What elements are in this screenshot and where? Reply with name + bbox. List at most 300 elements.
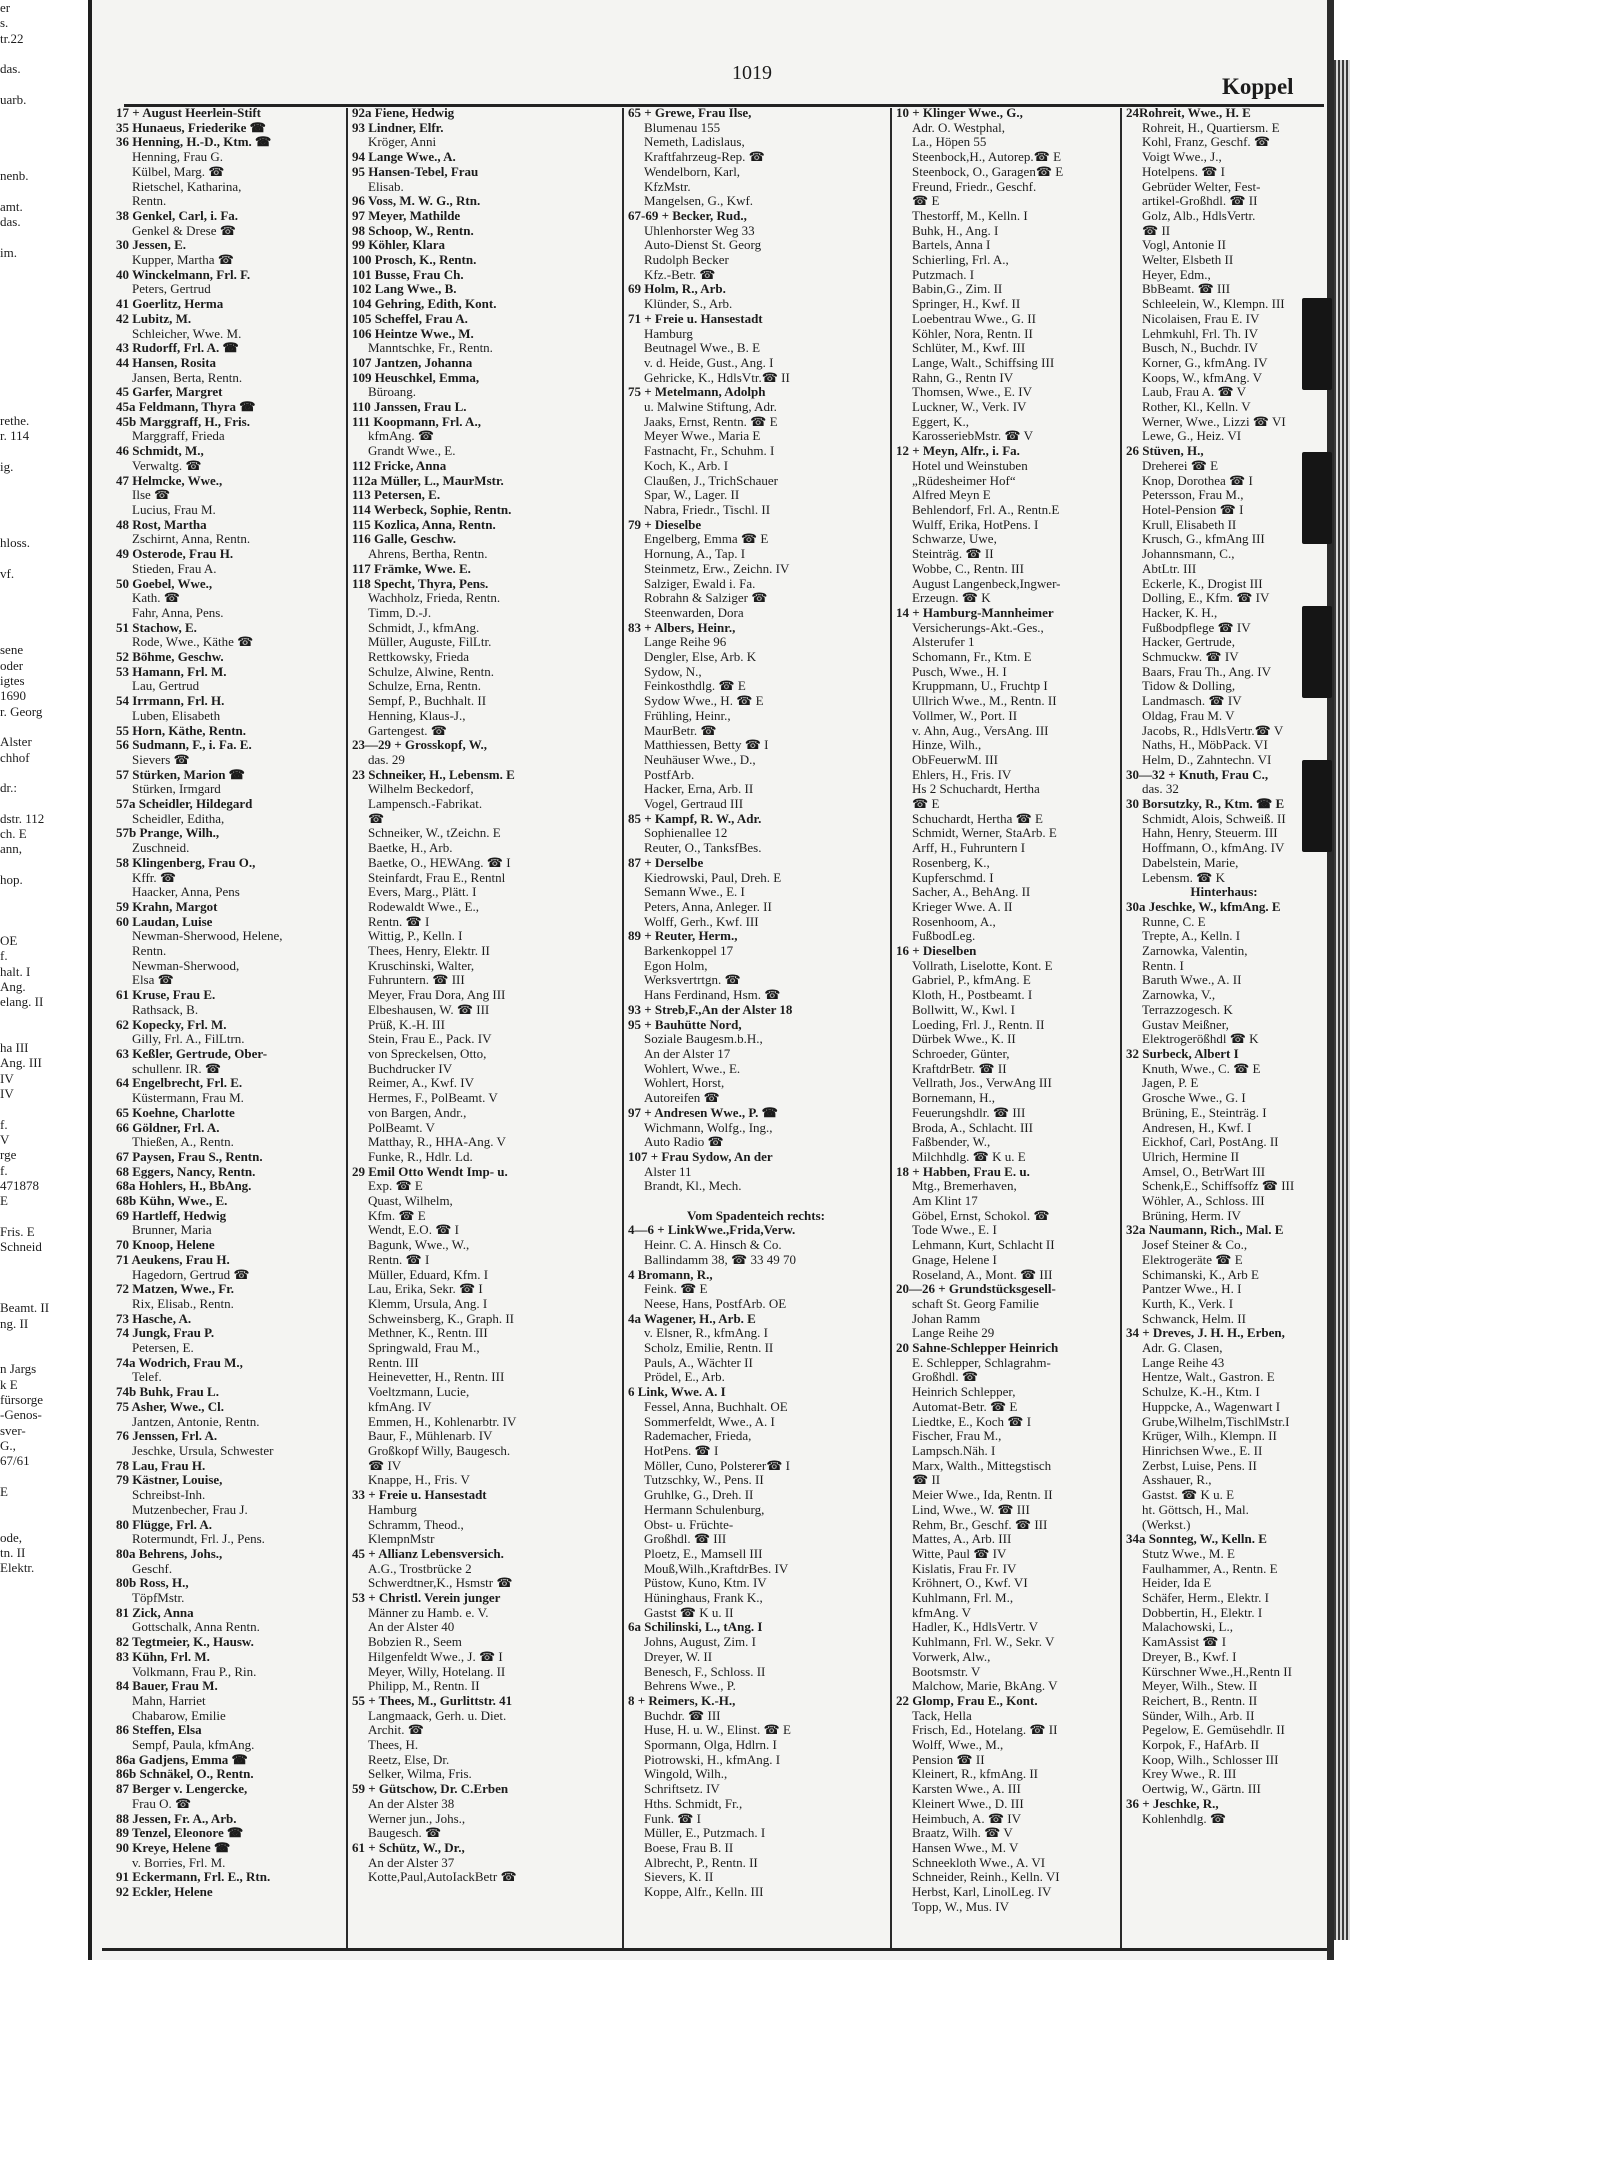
directory-entry-line: Pegelow, E. Gemüsehdlr. II <box>1142 1723 1285 1738</box>
directory-entry-line: 38 Genkel, Carl, i. Fa. <box>116 208 239 223</box>
directory-entry-line: Jagen, P. E <box>1142 1076 1199 1091</box>
directory-entry-line: Grosche Wwe., G. I <box>1142 1091 1246 1106</box>
directory-entry-line: Jansen, Berta, Rentn. <box>132 370 243 385</box>
directory-entry-line: Gustav Meißner, <box>1142 1017 1229 1032</box>
directory-entry-line: Wilhelm Beckedorf, <box>368 782 474 797</box>
directory-entry-line: Jaaks, Ernst, Rentn. ☎ E <box>644 414 778 429</box>
adjacent-page-strip <box>0 0 88 1960</box>
directory-entry-line: 48 Rost, Martha <box>116 517 207 532</box>
strip-line <box>0 765 88 780</box>
directory-entry-line: 4 Bromann, R., <box>628 1267 713 1282</box>
strip-line: Fris. E <box>0 1223 35 1239</box>
directory-entry-line: „Rüdesheimer Hof“ <box>912 473 1016 488</box>
directory-entry-line: Uhlenhorster Weg 33 <box>644 223 755 238</box>
directory-entry-line: Hinze, Wilh., <box>912 738 982 753</box>
directory-entry-line: Spar, W., Lager. II <box>644 488 740 503</box>
directory-entry-line: Johannsmann, C., <box>1142 547 1235 562</box>
directory-entry-line: 30—32 + Knuth, Frau C., <box>1126 767 1269 782</box>
directory-entry-line: Huppcke, A., Wagenwart I <box>1142 1399 1281 1414</box>
directory-entry-line: 41 Goerlitz, Herma <box>116 297 224 312</box>
directory-entry-line: Benesch, F., Schloss. II <box>644 1664 766 1679</box>
directory-entry-line: An der Alster 40 <box>368 1620 455 1635</box>
directory-entry-line: Hoffmann, O., kfmAng. IV <box>1142 841 1285 856</box>
directory-entry-line: ObFeuerwM. III <box>912 752 998 767</box>
directory-entry-line: Reimer, A., Kwf. IV <box>368 1076 474 1091</box>
strip-line: k E <box>0 1376 18 1392</box>
directory-entry-line: Soziale Baugesm.b.H., <box>644 1032 763 1047</box>
directory-entry-line: Dobbertin, H., Elektr. I <box>1142 1605 1263 1620</box>
directory-entry-line: Heider, Ida E <box>1142 1576 1212 1591</box>
directory-entry-line: Klünder, S., Arb. <box>644 297 733 312</box>
directory-entry-line: Vollrath, Liselotte, Kont. E <box>912 958 1053 973</box>
strip-line <box>0 76 88 91</box>
directory-entry-line: Hacker, Erna, Arb. II <box>644 782 754 797</box>
directory-entry-line: Hilgenfeldt Wwe., J. ☎ I <box>368 1649 503 1664</box>
directory-entry-line: Meier Wwe., Ida, Rentn. II <box>912 1488 1053 1503</box>
strip-line: Ang. III <box>0 1055 42 1071</box>
thumb-index-mark <box>1302 452 1332 544</box>
directory-entry-line: Bobzien R., Seem <box>368 1635 462 1650</box>
directory-entry-line: Lampsch.Näh. I <box>912 1443 996 1458</box>
directory-entry-line: Sünder, Wilh., Arb. II <box>1142 1708 1255 1723</box>
strip-line: IV <box>0 1086 14 1102</box>
directory-entry-line: Baars, Frau Th., Ang. IV <box>1142 664 1272 679</box>
directory-entry-line: Dabelstein, Marie, <box>1142 855 1239 870</box>
directory-entry-line: Luben, Elisabeth <box>132 708 221 723</box>
directory-entry-line: Ulrich, Hermine II <box>1142 1149 1240 1164</box>
directory-entry-line: Elisab. <box>368 179 404 194</box>
directory-entry-line: Hamburg <box>644 326 693 341</box>
directory-entry-line: Steinmetz, Erw., Zeichn. IV <box>644 561 790 576</box>
directory-entry-line: Rademacher, Frieda, <box>644 1429 752 1444</box>
directory-entry-line: 87 Berger v. Lengercke, <box>116 1782 248 1797</box>
directory-entry-line: 67 Paysen, Frau S., Rentn. <box>116 1149 263 1164</box>
directory-entry-line: Eggert, K., <box>912 414 970 429</box>
directory-entry-line: An der Alster 38 <box>368 1796 455 1811</box>
directory-entry-line: Kleinert, R., kfmAng. II <box>912 1767 1039 1782</box>
directory-entry-line: Brunner, Maria <box>132 1223 212 1238</box>
directory-entry-line: v. Ahn, Aug., VersAng. III <box>912 723 1049 738</box>
directory-entry-line: Lau, Erika, Sekr. ☎ I <box>368 1282 483 1297</box>
directory-entry-line: Stürken, Irmgard <box>132 782 221 797</box>
directory-entry-line: Feink. ☎ E <box>644 1282 708 1297</box>
directory-entry-line: 44 Hansen, Rosita <box>116 355 217 370</box>
directory-entry-line: Mattes, A., Arb. III <box>912 1532 1012 1547</box>
directory-entry-line: Putzmach. I <box>912 267 975 282</box>
directory-entry-line: Krüger, Wilh., Klempn. II <box>1142 1429 1277 1444</box>
directory-entry-line: 43 Rudorff, Frl. A. ☎ <box>116 341 239 356</box>
strip-line <box>0 1254 88 1269</box>
page-stack-edge <box>1334 60 1350 1940</box>
strip-line <box>0 1208 88 1223</box>
directory-entry-line: Kurth, K., Verk. I <box>1142 1296 1234 1311</box>
directory-entry-line: 80 Flügge, Frl. A. <box>116 1517 213 1532</box>
directory-entry-line: 34a Sonnteg, W., Kelln. E <box>1126 1532 1267 1547</box>
directory-entry-line: Ballindamm 38, ☎ 33 49 70 <box>644 1252 796 1267</box>
directory-entry-line: Runne, C. E <box>1142 914 1206 929</box>
directory-entry-line: 4a Wagener, H., Arb. E <box>628 1311 756 1326</box>
directory-entry-line: 63 Keßler, Gertrude, Ober- <box>116 1047 268 1061</box>
strip-line <box>0 229 88 244</box>
directory-entry-line: 113 Petersen, E. <box>352 488 441 503</box>
directory-entry-line: 12 + Meyn, Alfr., i. Fa. <box>896 444 1020 459</box>
strip-line <box>0 1025 88 1040</box>
directory-entry-line: 95 + Bauhütte Nord, <box>628 1017 742 1032</box>
strip-line: tr.22 <box>0 30 24 46</box>
directory-entry-line: Sievers, K. II <box>644 1870 714 1885</box>
directory-entry-line: Müller, Eduard, Kfm. I <box>368 1267 489 1282</box>
column-2 <box>352 106 616 1941</box>
directory-entry-line: 54 Irrmann, Frl. H. <box>116 694 225 709</box>
directory-entry-line: 79 Kästner, Louise, <box>116 1473 223 1488</box>
directory-entry-line: 106 Heintze Wwe., M. <box>352 326 474 341</box>
directory-entry-line: u. Malwine Stiftung, Adr. <box>644 400 777 415</box>
directory-entry-line: Reuter, O., TanksfBes. <box>644 841 762 856</box>
directory-entry-line: Schroeder, Günter, <box>912 1047 1010 1061</box>
strip-line <box>0 520 88 535</box>
directory-entry-line: von Spreckelsen, Otto, <box>368 1047 487 1061</box>
directory-entry-line: Rahn, G., Rentn IV <box>912 370 1014 385</box>
strip-line: -Genos- <box>0 1407 42 1423</box>
directory-entry-line: Evers, Marg., Plätt. I <box>368 885 477 900</box>
strip-line: chhof <box>0 749 30 765</box>
directory-entry-line: Rehm, Br., Geschf. ☎ III <box>912 1517 1048 1532</box>
strip-line <box>0 46 88 61</box>
directory-entry-line: Schierling, Frl. A., <box>912 253 1009 268</box>
strip-line: OE <box>0 933 18 949</box>
directory-entry-line: Wolff, Wwe., M., <box>912 1738 1004 1753</box>
directory-entry-line: 23—29 + Grosskopf, W., <box>352 738 488 753</box>
strip-line: ch. E <box>0 826 27 842</box>
directory-entry-line: Witte, Paul ☎ IV <box>912 1546 1007 1561</box>
directory-entry-line: Welter, Elsbeth II <box>1142 253 1234 268</box>
directory-entry-line: Scholz, Emilie, Rentn. II <box>644 1341 774 1356</box>
directory-entry-line: 10 + Klinger Wwe., G., <box>896 106 1023 120</box>
directory-entry-line: 22 Glomp, Frau E., Kont. <box>896 1693 1038 1708</box>
directory-entry-line: 84 Bauer, Frau M. <box>116 1679 218 1694</box>
strip-line: sver- <box>0 1422 26 1438</box>
strip-line: er <box>0 0 11 15</box>
directory-entry-line: Boese, Frau B. II <box>644 1840 734 1855</box>
directory-entry-line: 70 Knoop, Helene <box>116 1238 215 1253</box>
directory-entry-line: Elbeshausen, W. ☎ III <box>368 1002 490 1017</box>
directory-entry-line: Lange Reihe 43 <box>1142 1355 1225 1370</box>
strip-line <box>0 444 88 459</box>
directory-entry-line: Schuchardt, Hertha ☎ E <box>912 811 1043 826</box>
directory-entry-line: Ullrich Wwe., M., Rentn. II <box>912 694 1057 709</box>
directory-entry-line: Sempf, P., Buchhalt. II <box>368 694 487 709</box>
directory-entry-line: 93 + Streb,F.,An der Alster 18 <box>628 1002 793 1017</box>
directory-entry-line: Rentn. ☎ I <box>368 914 430 929</box>
directory-entry-line: Hagedorn, Gertrud ☎ <box>132 1267 250 1282</box>
thumb-index-mark <box>1302 606 1332 698</box>
directory-entry-line: 36 Henning, H.-D., Ktm. ☎ <box>116 135 272 150</box>
directory-entry-line: 74b Buhk, Frau L. <box>116 1385 219 1400</box>
directory-entry-line: 69 Hartleff, Hedwig <box>116 1208 227 1223</box>
strip-line <box>0 1285 88 1300</box>
strip-line: V <box>0 1131 10 1147</box>
directory-entry-line: (Werkst.) <box>1142 1517 1191 1532</box>
directory-entry-line: Großkopf Willy, Baugesch. <box>368 1443 511 1458</box>
directory-entry-line: Fahr, Anna, Pens. <box>132 605 224 620</box>
directory-entry-line: 33 + Freie u. Hansestadt <box>352 1488 487 1503</box>
strip-line: rge <box>0 1147 17 1163</box>
strip-line <box>0 275 88 290</box>
strip-line <box>0 321 88 336</box>
directory-entry-line: Schneiker, W., tZeichn. E <box>368 826 501 841</box>
directory-entry-line: Schneekloth Wwe., A. VI <box>912 1855 1046 1870</box>
directory-entry-line: Meyer, Willy, Hotelang. II <box>368 1664 506 1679</box>
directory-entry-line: Frau O. ☎ <box>132 1796 192 1811</box>
strip-line: s. <box>0 15 9 31</box>
directory-entry-line: Loeding, Frl. J., Rentn. II <box>912 1017 1045 1032</box>
directory-entry-line: Knop, Dorothea ☎ I <box>1142 473 1253 488</box>
directory-entry-line: 53 Hamann, Frl. M. <box>116 664 227 679</box>
directory-entry-line: Kloth, H., Postbeamt. I <box>912 988 1033 1003</box>
directory-entry-line: Rotermundt, Frl. J., Pens. <box>132 1532 265 1547</box>
directory-entry-line: Schleicher, Wwe. M. <box>132 326 242 341</box>
directory-entry-line: Hamburg <box>368 1502 417 1517</box>
directory-entry-line: 32a Naumann, Rich., Mal. E <box>1126 1223 1284 1238</box>
directory-entry-line: 47 Helmcke, Wwe., <box>116 473 223 488</box>
directory-entry-line: Andresen, H., Kwf. I <box>1142 1120 1252 1135</box>
directory-entry-line: 86b Schnäkel, O., Rentn. <box>116 1767 254 1782</box>
directory-entry-line: 79 + Dieselbe <box>628 517 702 532</box>
directory-entry-line: Kfz.-Betr. ☎ <box>644 267 716 282</box>
footer-rule <box>102 1948 1327 1951</box>
directory-entry-line: 117 Främke, Wwe. E. <box>352 561 471 576</box>
directory-entry-line: Ilse ☎ <box>132 488 171 503</box>
directory-entry-line: 6a Schilinski, L., tAng. I <box>628 1620 763 1635</box>
directory-entry-line: Amsel, O., BetrWart III <box>1142 1164 1266 1179</box>
strip-line: f. <box>0 1162 8 1178</box>
directory-entry-line: Freund, Friedr., Geschf. <box>912 179 1037 194</box>
directory-entry-line: Dürbek Wwe., K. II <box>912 1032 1016 1047</box>
directory-entry-line: Feuerungshdlr. ☎ III <box>912 1105 1026 1120</box>
directory-entry-line: Zarnowka, V., <box>1142 988 1216 1003</box>
strip-line: ann, <box>0 841 23 857</box>
directory-entry-line: Malachowski, L., <box>1142 1620 1233 1635</box>
running-head-street: Koppel <box>1222 74 1294 99</box>
directory-entry-line: HotPens. ☎ I <box>644 1443 719 1458</box>
directory-entry-line: 61 Kruse, Frau E. <box>116 988 216 1003</box>
directory-entry-line: KraftdrBetr. ☎ II <box>912 1061 1007 1076</box>
directory-entry-line: Hansen Wwe., M. V <box>912 1840 1019 1855</box>
directory-entry-line: 112 Fricke, Anna <box>352 458 447 473</box>
directory-entry-line: Rentn. <box>132 944 167 959</box>
strip-line: sene <box>0 642 24 658</box>
directory-entry-line: Külbel, Marg. ☎ <box>132 164 225 179</box>
directory-entry-line: Roseland, A., Mont. ☎ III <box>912 1267 1053 1282</box>
directory-entry-line: Henning, Klaus-J., <box>368 708 466 723</box>
directory-entry-line: Rode, Wwe., Käthe ☎ <box>132 635 254 650</box>
directory-entry-line: Telef. <box>132 1370 162 1385</box>
directory-entry-line: Tidow & Dolling, <box>1142 679 1236 694</box>
directory-entry-line: Hornung, A., Tap. I <box>644 547 746 562</box>
directory-entry-line: Mangelsen, G., Kwf. <box>644 194 754 209</box>
thumb-index-mark <box>1302 298 1332 390</box>
directory-entry-line: Fischer, Frau M., <box>912 1429 1002 1444</box>
directory-entry-line: Kruschinski, Walter, <box>368 958 475 973</box>
directory-entry-line: 20 Sahne-Schlepper Heinrich <box>896 1341 1059 1356</box>
directory-entry-line: Landmasch. ☎ IV <box>1142 694 1242 709</box>
directory-entry-line: Rathsack, B. <box>132 1002 199 1017</box>
directory-entry-line: KamAssist ☎ I <box>1142 1635 1227 1650</box>
strip-line: dstr. 112 <box>0 810 45 826</box>
directory-entry-line: Rohreit, H., Quartiersm. E <box>1142 120 1280 135</box>
column-4 <box>896 106 1114 1941</box>
directory-entry-line: Timm, D.-J. <box>368 605 432 620</box>
directory-entry-line: 83 + Albers, Heinr., <box>628 620 736 635</box>
directory-entry-line: Vellrath, Jos., VerwAng III <box>912 1076 1052 1091</box>
directory-entry-line: Buhk, H., Ang. I <box>912 223 999 238</box>
directory-entry-line: Wobbe, C., Rentn. III <box>912 561 1024 576</box>
directory-entry-line: 118 Specht, Thyra, Pens. <box>352 576 489 591</box>
directory-entry-line: Zarnowka, Valentin, <box>1142 944 1248 959</box>
directory-entry-line: Schmidt, Werner, StaArb. E <box>912 826 1057 841</box>
directory-entry-line: 76 Jenssen, Frl. A. <box>116 1429 218 1444</box>
directory-entry-line: 71 + Freie u. Hansestadt <box>628 311 763 326</box>
strip-line <box>0 260 88 275</box>
directory-entry-line: 111 Koopmann, Frl. A., <box>352 414 481 429</box>
directory-entry-line: Möller, Cuno, Polsterer☎ I <box>644 1458 791 1473</box>
directory-entry-line: 55 Horn, Käthe, Rentn. <box>116 723 246 738</box>
directory-entry-line: Hinterhaus: <box>1190 885 1258 900</box>
directory-entry-line: E. Schlepper, Schlagrahm- <box>912 1355 1051 1370</box>
directory-entry-line: Marx, Walth., Mittegstisch <box>912 1458 1052 1473</box>
directory-entry-line: Steenbock, O., Garagen☎ E <box>912 164 1064 179</box>
directory-entry-line: 62 Kopecky, Frl. M. <box>116 1017 227 1032</box>
directory-entry-line: Schimanski, K., Arb E <box>1142 1267 1259 1282</box>
directory-entry-line: Golz, Alb., HdlsVertr. <box>1142 208 1256 223</box>
directory-entry-line: Voigt Wwe., J., <box>1142 150 1222 165</box>
directory-entry-line: Baugesch. ☎ <box>368 1826 442 1841</box>
directory-entry-line: Broda, A., Schlacht. III <box>912 1120 1033 1135</box>
directory-entry-line: Knappe, H., Fris. V <box>368 1473 470 1488</box>
directory-entry-line: Newman-Sherwood, <box>132 958 240 973</box>
directory-entry-line: Wittig, P., Kelln. I <box>368 929 463 944</box>
directory-entry-line: 95 Hansen-Tebel, Frau <box>352 164 479 179</box>
directory-entry-line: Sydow Wwe., H. ☎ E <box>644 694 764 709</box>
strip-line <box>0 1331 88 1346</box>
directory-entry-line: Wingold, Wilh., <box>644 1767 728 1782</box>
directory-entry-line: Krey Wwe., R. III <box>1142 1767 1237 1782</box>
directory-entry-line: v. Borries, Frl. M. <box>132 1855 226 1870</box>
directory-entry-line: Kupferschmd. I <box>912 870 994 885</box>
directory-entry-line: Lau, Gertrud <box>132 679 200 694</box>
directory-entry-line: Prüß, K.-H. III <box>368 1017 445 1032</box>
strip-line: das. <box>0 214 21 230</box>
directory-entry-line: Wendt, E.O. ☎ I <box>368 1223 459 1238</box>
directory-entry-line: Rosenberg, K., <box>912 855 990 870</box>
directory-entry-line: 87 + Derselbe <box>628 855 704 870</box>
strip-line <box>0 306 88 321</box>
directory-entry-line: Püstow, Kuno, Ktm. IV <box>644 1576 767 1591</box>
directory-entry-line: Bartels, Anna I <box>912 238 991 253</box>
directory-entry-line: Tack, Hella <box>912 1708 972 1723</box>
directory-entry-line: 110 Janssen, Frau L. <box>352 400 467 415</box>
directory-entry-line: Frühling, Heinr., <box>644 708 731 723</box>
directory-entry-line: 42 Lubitz, M. <box>116 311 192 326</box>
directory-entry-line: 89 Tenzel, Eleonore ☎ <box>116 1826 244 1841</box>
directory-entry-line: 99 Köhler, Klara <box>352 238 446 253</box>
directory-entry-line: Faßbender, W., <box>912 1135 991 1150</box>
strip-line: ode, <box>0 1529 23 1545</box>
directory-entry-line: Malchow, Marie, BkAng. V <box>912 1679 1058 1694</box>
directory-entry-line: Henning, Frau G. <box>132 150 223 165</box>
directory-entry-line: Neuhäuser Wwe., D., <box>644 752 756 767</box>
column-divider <box>890 108 892 1948</box>
directory-entry-line: 69 Holm, R., Arb. <box>628 282 726 297</box>
directory-entry-line: Mahn, Harriet <box>132 1693 206 1708</box>
directory-entry-line: Peters, Gertrud <box>132 282 211 297</box>
directory-entry-line: 97 + Andresen Wwe., P. ☎ <box>628 1105 778 1120</box>
directory-entry-line: Auto Radio ☎ <box>644 1135 724 1150</box>
directory-entry-line: Stutz Wwe., M. E <box>1142 1546 1235 1561</box>
directory-entry-line: Steinfardt, Frau E., Rentnl <box>368 870 506 885</box>
directory-entry-line: Grandt Wwe., E. <box>368 444 456 459</box>
strip-line <box>0 122 88 137</box>
directory-entry-line: PostfArb. <box>644 767 695 782</box>
directory-entry-line: artikel-Großhdl. ☎ II <box>1142 194 1258 209</box>
directory-entry-line: Brandt, Kl., Mech. <box>644 1179 742 1194</box>
directory-entry-line: Koppe, Alfr., Kelln. III <box>644 1885 764 1900</box>
strip-line: Ang. <box>0 979 26 994</box>
directory-entry-line: Müller, Auguste, FilLtr. <box>368 635 492 650</box>
directory-entry-line: Sophienallee 12 <box>644 826 728 841</box>
strip-line: E <box>0 1193 8 1209</box>
directory-entry-line: Josef Steiner & Co., <box>1142 1238 1248 1253</box>
directory-entry-line: ☎ II <box>1142 223 1171 238</box>
directory-entry-line: Hinrichsen Wwe., E. II <box>1142 1443 1263 1458</box>
directory-entry-line: Rentn. III <box>368 1355 419 1370</box>
directory-entry-line: Werner, Wwe., Lizzi ☎ VI <box>1142 414 1286 429</box>
directory-entry-line: Fußbodpflege ☎ IV <box>1142 620 1251 635</box>
directory-entry-line: Schreibst-Inh. <box>132 1488 206 1503</box>
directory-entry-line: Spormann, Olga, Hdlrn. I <box>644 1738 777 1753</box>
directory-entry-line: Quast, Wilhelm, <box>368 1194 453 1209</box>
column-divider <box>346 108 348 1948</box>
directory-entry-line: schaft St. Georg Familie <box>912 1296 1039 1311</box>
directory-entry-line: Asshauer, R., <box>1142 1473 1212 1488</box>
directory-entry-line: ☎ <box>368 811 385 826</box>
directory-entry-line: Vogel, Gertraud III <box>644 797 744 812</box>
directory-entry-line: 24Rohreit, Wwe., H. E <box>1126 106 1251 120</box>
directory-entry-line: Neese, Hans, PostfArb. OE <box>644 1296 787 1311</box>
directory-entry-line: Rodewaldt Wwe., E., <box>368 899 479 914</box>
directory-entry-line: Ahrens, Bertha, Rentn. <box>368 547 488 562</box>
directory-entry-line: 80b Ross, H., <box>116 1576 189 1591</box>
directory-entry-line: Braatz, Wilh. ☎ V <box>912 1826 1013 1841</box>
directory-entry-line: Topp, W., Mus. IV <box>912 1899 1009 1914</box>
directory-entry-line: 52 Böhme, Geschw. <box>116 650 224 665</box>
directory-entry-line: 86a Gadjens, Emma ☎ <box>116 1752 248 1767</box>
directory-entry-line: Hs 2 Schuchardt, Hertha <box>912 782 1040 797</box>
directory-entry-line: Haacker, Anna, Pens <box>132 885 240 900</box>
directory-entry-line: von Bargen, Andr., <box>368 1105 467 1120</box>
directory-entry-line: August Langenbeck,Ingwer- <box>912 576 1061 591</box>
directory-entry-line: Langmaack, Gerh. u. Diet. <box>368 1708 507 1723</box>
directory-entry-line: Mutzenbecher, Frau J. <box>132 1502 248 1517</box>
strip-line: fürsorge <box>0 1392 44 1408</box>
strip-line <box>0 382 88 397</box>
directory-entry-line: Kotte,Paul,AutoIackBetr ☎ <box>368 1870 517 1885</box>
directory-entry-line: Robrahn & Salziger ☎ <box>644 591 768 606</box>
directory-entry-line: Ehlers, H., Fris. IV <box>912 767 1012 782</box>
directory-entry-line: Kohlenhdlg. ☎ <box>1142 1811 1227 1826</box>
directory-entry-line: 23 Schneiker, H., Lebensm. E <box>352 767 515 782</box>
directory-entry-line: 68b Kühn, Wwe., E. <box>116 1194 228 1209</box>
